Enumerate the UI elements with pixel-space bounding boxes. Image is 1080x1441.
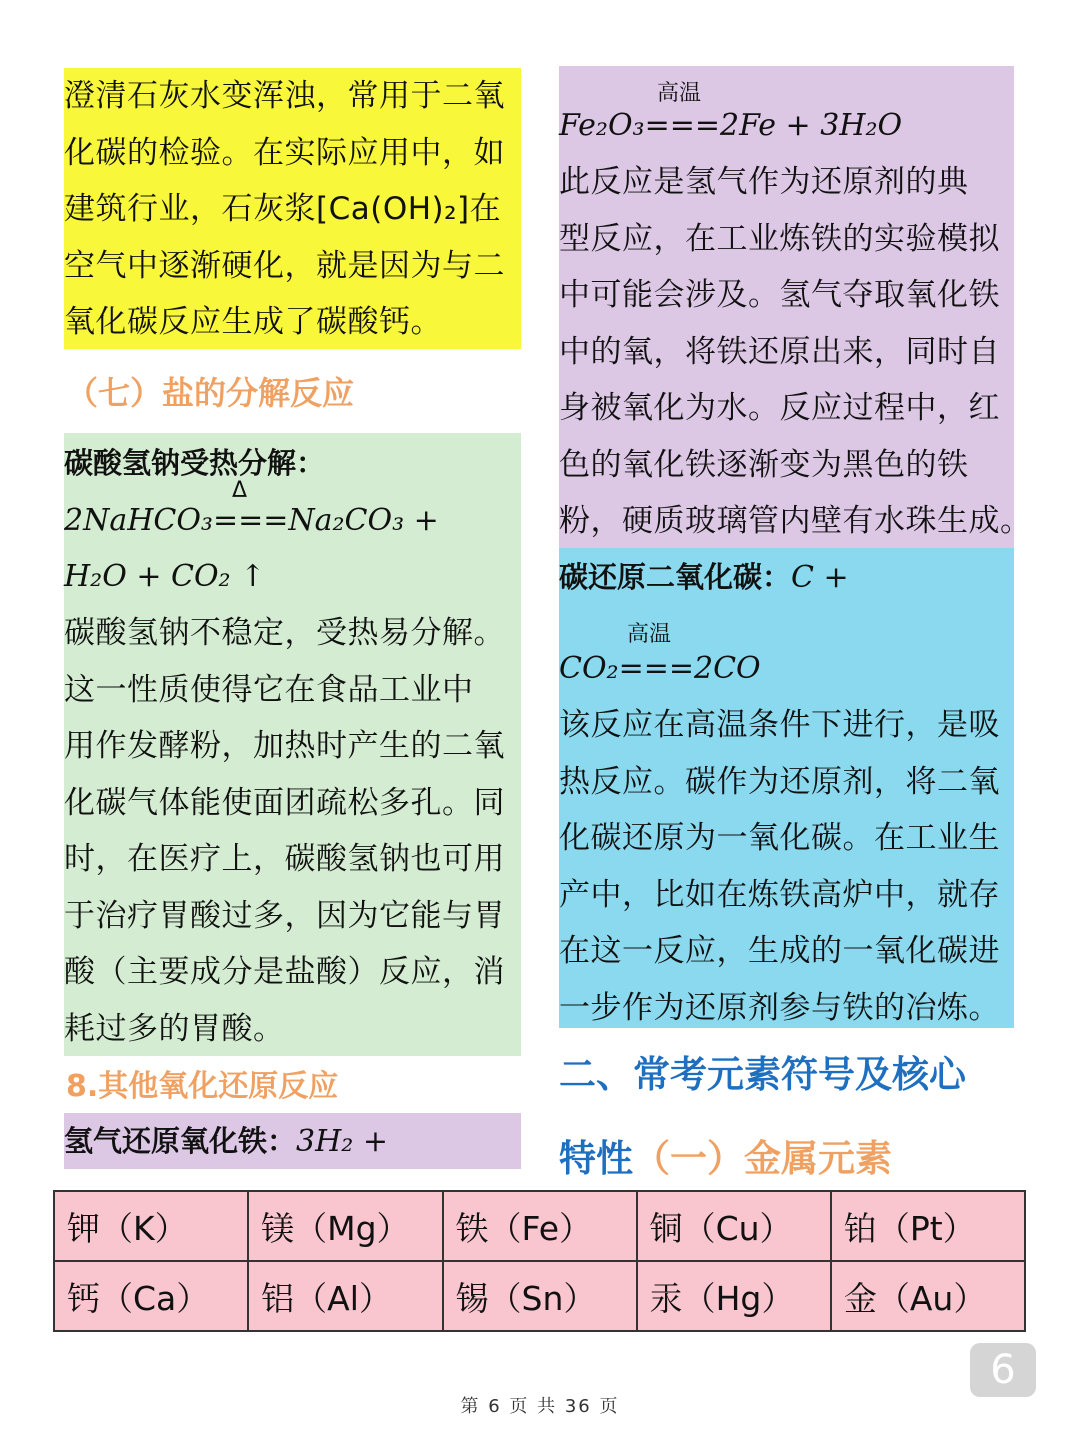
equation-text: C + (791, 560, 849, 595)
text-line: 在这一反应，生成的一氧化碳进 (559, 933, 1000, 969)
green-highlight-block (64, 433, 521, 1056)
high-temp-label: 高温 (657, 81, 702, 106)
equation-line (64, 549, 521, 605)
text-line: 此反应是氢气作为还原剂的典 (559, 164, 969, 200)
table-cell: 钙（Ca） (54, 1261, 248, 1331)
blue-highlight-block (559, 548, 1014, 1028)
table-cell: 铁（Fe） (443, 1191, 637, 1261)
heading-part: 特性 (559, 1137, 633, 1180)
paragraph (559, 154, 1032, 550)
text-line: 氧化碳反应生成了碳酸钙。 (64, 304, 442, 340)
text-line: 建筑行业，石灰浆[Ca(OH)₂]在 (64, 191, 502, 227)
text-line: 色的氧化铁逐渐变为黑色的铁 (559, 446, 969, 483)
reaction-title: 氢气还原氧化铁： (64, 1124, 297, 1158)
text-line: 化碳气体能使面团疏松多孔。同 (64, 784, 505, 821)
reaction-title-line (559, 548, 1014, 611)
text-line: 一步作为还原剂参与铁的冶炼。 (559, 989, 1000, 1026)
table-cell: 铂（Pt） (831, 1191, 1025, 1261)
table-row (54, 1191, 1025, 1261)
text-line: 化碳的检验。在实际应用中，如 (64, 134, 505, 171)
text-line: 粉，硬质玻璃管内壁有水珠生成。 (559, 503, 1032, 539)
reaction-title: 碳酸氢钠受热分解： (64, 446, 326, 480)
high-temp-label: 高温 (627, 622, 672, 647)
table-cell: 镁（Mg） (248, 1191, 442, 1261)
text-line: 时，在医疗上，碳酸氢钠也可用 (64, 841, 505, 877)
section-heading-other-redox: 8.其他氧化还原反应 (66, 1069, 339, 1104)
text-line: 中的氧，将铁还原出来，同时自 (559, 333, 1000, 370)
text-line: 用作发酵粉，加热时产生的二氧 (64, 728, 505, 764)
table-cell: 铜（Cu） (637, 1191, 831, 1261)
heat-symbol: Δ (232, 478, 248, 503)
equation-line (559, 81, 1014, 154)
paragraph (559, 697, 1014, 1036)
table-cell: 锡（Sn） (443, 1261, 637, 1331)
text-line: 型反应，在工业炼铁的实验模拟 (559, 220, 1000, 257)
purple-highlight-block-right (559, 66, 1032, 548)
equation-text: 3H₂ + (296, 1124, 388, 1159)
paragraph (64, 605, 521, 1057)
text-line: 耗过多的胃酸。 (64, 1010, 285, 1047)
text-line: 中可能会涉及。氢气夺取氧化铁 (559, 277, 1000, 313)
table-cell: 钾（K） (54, 1191, 248, 1261)
yellow-highlight-block (64, 68, 521, 349)
page-footer: 第 6 页 共 36 页 (460, 1396, 620, 1417)
section-heading-metals (559, 1134, 892, 1184)
equation-text: CO₂===2CO (559, 651, 761, 686)
text-line: 该反应在高温条件下进行，是吸 (559, 707, 1000, 743)
table-cell: 铝（Al） (248, 1261, 442, 1331)
text-line: 酸（主要成分是盐酸）反应，消 (64, 954, 505, 990)
section-heading-elements: 二、常考元素符号及核心 (559, 1053, 966, 1096)
text-line: 碳酸氢钠不稳定，受热易分解。 (64, 615, 505, 651)
table-cell: 汞（Hg） (637, 1261, 831, 1331)
table-row (54, 1261, 1025, 1331)
text-line: 澄清石灰水变浑浊，常用于二氧 (64, 78, 505, 114)
text-line: 化碳还原为一氧化碳。在工业生 (559, 820, 1000, 856)
text-line: 这一性质使得它在食品工业中 (64, 671, 474, 708)
text-line: 身被氧化为水。反应过程中，红 (559, 390, 1000, 426)
table-cell: 金（Au） (831, 1261, 1025, 1331)
equation-text: Fe₂O₃===2Fe + 3H₂O (559, 108, 903, 143)
equation-text: H₂O + CO₂ ↑ (64, 559, 266, 594)
section-heading-salt-decomposition: （七）盐的分解反应 (66, 374, 355, 412)
text-line: 空气中逐渐硬化，就是因为与二 (64, 247, 505, 284)
purple-highlight-block-left (64, 1113, 521, 1169)
text-line: 产中，比如在炼铁高炉中，就存 (559, 876, 1000, 913)
equation-line (64, 478, 521, 549)
text-line: 于治疗胃酸过多，因为它能与胃 (64, 897, 505, 934)
reaction-title: 碳还原二氧化碳： (559, 560, 792, 594)
heading-part: （一）金属元素 (633, 1137, 892, 1180)
equation-line (559, 622, 1014, 697)
page-number-badge: 6 (970, 1343, 1036, 1397)
equation-text: 2NaHCO₃===Na₂CO₃ + (64, 503, 439, 538)
text-line: 热反应。碳作为还原剂，将二氧 (559, 763, 1000, 800)
metal-elements-table (53, 1190, 1026, 1332)
